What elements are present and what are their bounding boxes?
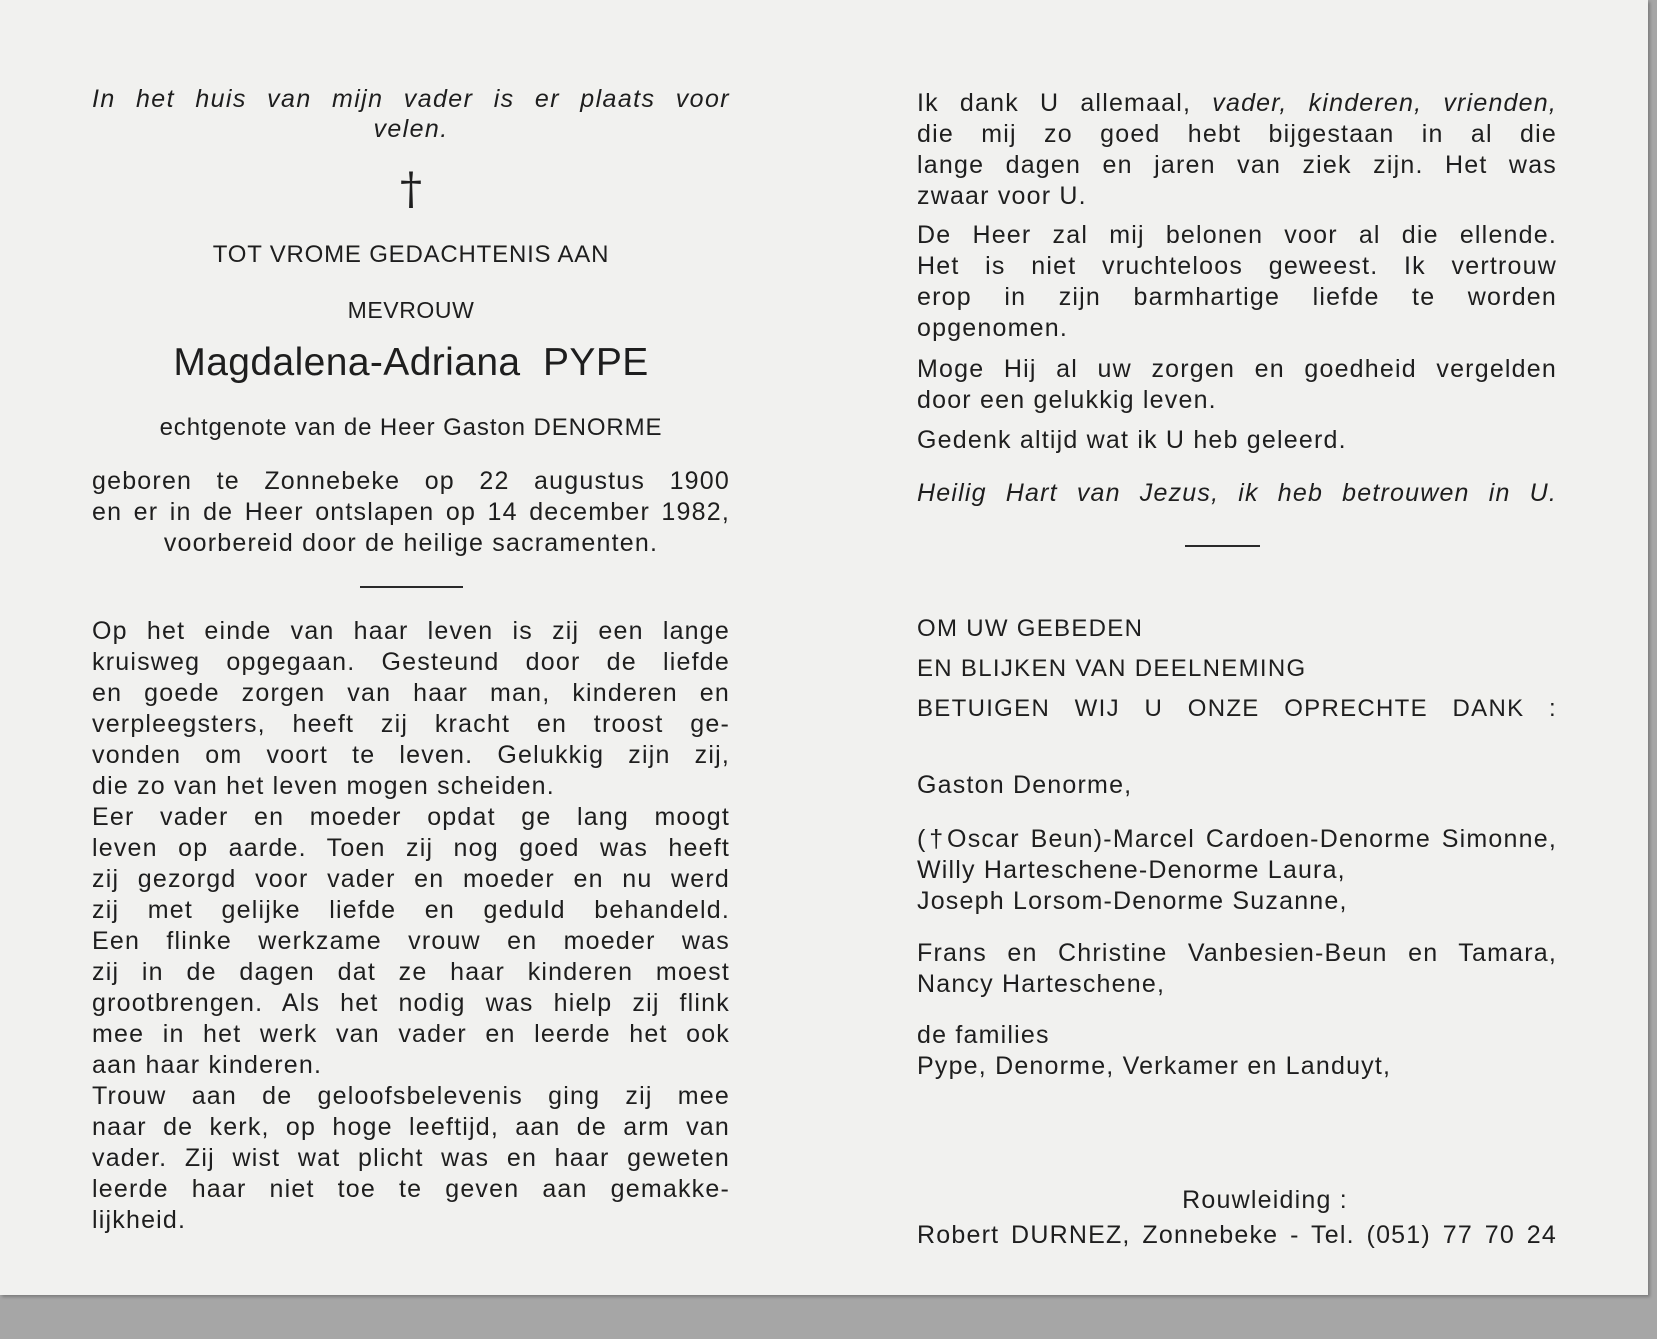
- thanks-paragraph-1: [917, 88, 1557, 212]
- text-line: Nancy Harteschene,: [917, 970, 1166, 998]
- families-names: Pype, Denorme, Verkamer en Landuyt,: [917, 1052, 1392, 1080]
- text-line: Joseph Lorsom-Denorme Suzanne,: [917, 887, 1348, 915]
- text-line: verpleegsters, heeft zij kracht en troost ge-: [92, 710, 730, 738]
- text-line: Eer vader en moeder opdat ge lang moogt: [92, 803, 730, 831]
- gratitude-heading: [917, 609, 1557, 729]
- text-line: [917, 88, 1557, 119]
- text-line: leven op aarde. Toen zij nog goed was heeft: [92, 834, 730, 862]
- text-line: kruisweg opgegaan. Gesteund door de liefde: [92, 648, 730, 676]
- text-line: naar de kerk, op hoge leeftijd, aan de arm van: [92, 1113, 730, 1141]
- undertaker-label: Rouwleiding :: [1182, 1186, 1348, 1214]
- text-line: Een flinke werkzame vrouw en moeder was: [92, 927, 730, 955]
- death-line: en er in de Heer ontslapen op 14 december 1982,: [92, 498, 730, 526]
- text-line: Moge Hij al uw zorgen en goedheid vergelden: [917, 355, 1557, 383]
- divider: [1185, 545, 1260, 547]
- text-line: De Heer zal mij belonen voor al die ellende.: [917, 221, 1557, 249]
- text-line: aan haar kinderen.: [92, 1051, 323, 1079]
- text-line: opgenomen.: [917, 314, 1069, 342]
- heading-line: EN BLIJKEN VAN DEELNEMING: [917, 655, 1307, 682]
- birth-line: geboren te Zonnebeke op 22 augustus 1900: [92, 467, 730, 495]
- text-line: grootbrengen. Als het nodig was hielp zij flink: [92, 989, 730, 1017]
- text-line: lange dagen en jaren van ziek zijn. Het was: [917, 151, 1557, 179]
- title-mevrouw: MEVROUW: [347, 297, 475, 323]
- sacraments-line: voorbereid door de heilige sacramenten.: [163, 529, 659, 557]
- text-line: Het is niet vruchteloos geweest. Ik vertrouw: [917, 252, 1557, 280]
- thanks-prefix: Ik dank U allemaal,: [917, 89, 1213, 117]
- thanks-paragraph-2: [917, 220, 1557, 344]
- epigraph-line-1: In het huis van mijn vader is er plaats voor: [92, 85, 730, 113]
- family-spouse: Gaston Denorme,: [917, 771, 1133, 799]
- text-line: die zo van het leven mogen scheiden.: [92, 772, 555, 800]
- cross-icon: †: [400, 164, 422, 215]
- text-line: Op het einde van haar leven is zij een lange: [92, 617, 730, 645]
- text-line: zwaar voor U.: [917, 182, 1087, 210]
- thanks-paragraph-3: [917, 354, 1557, 416]
- text-line: zij met gelijke liefde en geduld behandeld.: [92, 896, 730, 924]
- epigraph-line-2: velen.: [373, 115, 449, 143]
- divider: [360, 586, 463, 588]
- family-grandchildren: [917, 938, 1557, 1000]
- families-block: [917, 1020, 1557, 1082]
- family-children: [917, 824, 1557, 917]
- text-line: leerde haar niet toe te geven aan gemakke-: [92, 1175, 730, 1203]
- text-line: vader. Zij wist wat plicht was en haar geweten: [92, 1144, 730, 1172]
- text-line: lijkheid.: [92, 1206, 187, 1234]
- thanks-paragraph-4: Gedenk altijd wat ik U heb geleerd.: [917, 426, 1347, 454]
- text-line: mee in het werk van vader en leerde het ook: [92, 1020, 730, 1048]
- heading-line: BETUIGEN WIJ U ONZE OPRECHTE DANK :: [917, 695, 1557, 722]
- text-line: vonden om voort te leven. Gelukkig zijn zij,: [92, 741, 730, 769]
- text-line: (†Oscar Beun)-Marcel Cardoen-Denorme Simonne,: [917, 825, 1557, 853]
- text-line: en goede zorgen van haar man, kinderen en: [92, 679, 730, 707]
- text-line: Trouw aan de geloofsbelevenis ging zij mee: [92, 1082, 730, 1110]
- undertaker-details: Robert DURNEZ, Zonnebeke - Tel. (051) 77 70 24: [917, 1221, 1557, 1249]
- heading-line: OM UW GEBEDEN: [917, 615, 1144, 642]
- families-label: de families: [917, 1021, 1050, 1049]
- biography: [92, 616, 730, 1236]
- birth-death-block: [92, 466, 730, 559]
- spouse-line: echtgenote van de Heer Gaston DENORME: [159, 414, 663, 441]
- text-line: die mij zo goed hebt bijgestaan in al die: [917, 120, 1557, 148]
- memory-heading: TOT VROME GEDACHTENIS AAN: [212, 241, 610, 268]
- text-line: door een gelukkig leven.: [917, 386, 1217, 414]
- text-line: erop in zijn barmhartige liefde te worden: [917, 283, 1557, 311]
- text-line: zij in de dagen dat ze haar kinderen moest: [92, 958, 730, 986]
- text-line: Willy Harteschene-Denorme Laura,: [917, 856, 1346, 884]
- text-line: Frans en Christine Vanbesien-Beun en Tamara,: [917, 939, 1557, 967]
- text-line: zij gezorgd voor vader en moeder en nu werd: [92, 865, 730, 893]
- thanks-italic: vader, kinderen, vrienden,: [1212, 89, 1558, 117]
- deceased-name: Magdalena-Adriana PYPE: [173, 341, 649, 384]
- prayer-line: Heilig Hart van Jezus, ik heb betrouwen in U.: [917, 479, 1557, 507]
